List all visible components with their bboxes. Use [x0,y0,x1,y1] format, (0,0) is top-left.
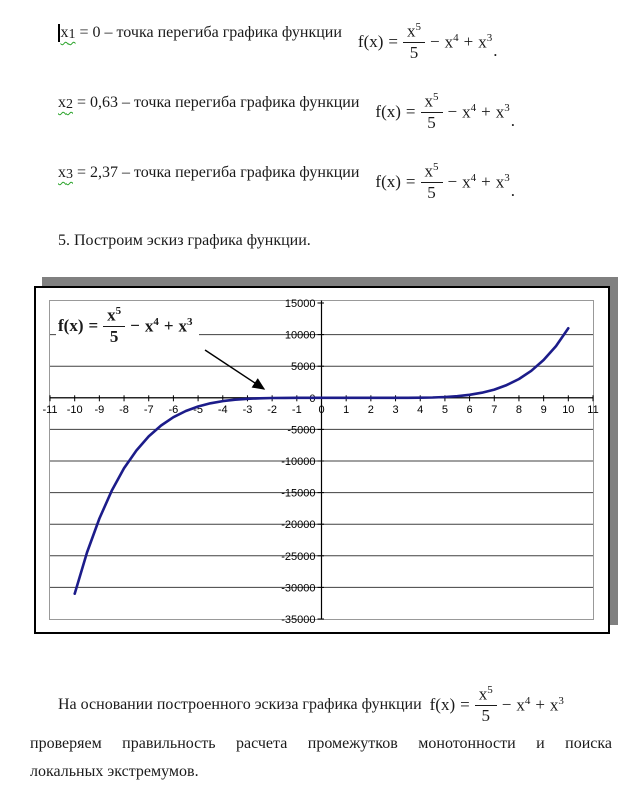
formula-fraction: $\frac{x^5}{5}$ [475,684,497,726]
y-tick-label: -5000 [287,424,316,437]
x-tick-label: 7 [491,403,498,416]
formula-minus: − [501,695,512,715]
closing-line-3: локальных экстремумов. [30,763,199,781]
y-tick-label: 0 [309,392,316,405]
x-tick-label: -5 [193,403,203,416]
formula-plus: + [463,32,474,52]
formula-term2: $x^4$ [444,31,459,52]
x-tick-label: 11 [587,403,599,416]
x-tick-label: -1 [291,403,302,416]
x-tick-label: 0 [318,403,325,416]
function-formula [58,305,193,347]
x-tick-label: -6 [168,403,179,416]
y-tick-label: -10000 [281,456,316,468]
x-tick-label: 3 [392,403,399,416]
formula-minus: − [430,32,440,52]
function-formula [375,91,515,133]
y-tick-label: -20000 [281,519,316,532]
formula-fraction: $\frac{x^5}{5}$ [403,21,425,63]
y-tick-label: -30000 [281,582,316,595]
x-tick-label: -9 [94,403,105,416]
formula-period: . [493,41,498,61]
formula-term2: $x^4$ [462,101,477,122]
chart-formula-label [56,304,199,348]
x-tick-label: -10 [66,403,83,416]
formula-fraction: $\frac{x^5}{5}$ [103,305,125,347]
x-tick-label: -7 [143,403,154,416]
closing-paragraph [30,684,612,781]
variable-x2: x2 [58,94,73,113]
formula-plus: + [163,316,174,336]
function-chart[interactable] [34,286,610,634]
formula-period: . [510,181,515,201]
formula-lhs: f(x) [429,695,456,715]
x-tick-label: 2 [367,403,374,416]
inflection-text-3: x3 = 2,37 – точка перегиба графика функции [58,164,360,183]
function-formula [358,21,498,63]
formula-lhs: f(x) [375,172,401,192]
x-tick-label: -2 [267,403,278,416]
formula-equals: = [388,32,398,52]
y-tick-label: -25000 [281,550,316,563]
function-formula [375,161,515,203]
formula-minus: − [130,316,140,336]
inflection-line-3 [58,143,515,203]
inflection-text-2: x2 = 0,63 – точка перегиба графика функции [58,94,360,113]
formula-fraction: $\frac{x^5}{5}$ [421,161,443,203]
y-tick-label: -35000 [281,614,316,626]
annotation-arrow [205,350,264,389]
formula-term3: $x^3$ [478,31,493,52]
inflection-line-2 [58,73,515,133]
x-tick-label: -11 [42,403,58,416]
formula-minus: − [447,102,458,122]
formula-fraction: $\frac{x^5}{5}$ [421,91,443,133]
formula-period: . [510,111,515,131]
formula-minus: − [447,172,458,192]
formula-term3: $x^3$ [178,315,193,336]
formula-plus: + [481,172,491,192]
y-tick-label: 15000 [284,298,316,310]
x-tick-label: 10 [562,403,575,416]
x-tick-label: 9 [540,403,547,416]
section-heading: 5. Построим эскиз графика функции. [58,232,311,249]
inflection-text-1: x1 = 0 – точка перегиба графика функции [60,24,342,43]
x-tick-label: -4 [217,403,228,416]
formula-term2: $x^4$ [144,315,159,336]
formula-equals: = [405,172,416,192]
formula-equals: = [405,102,416,122]
closing-line-1 [30,684,612,726]
formula-term2: $x^4$ [516,694,531,715]
x-tick-label: 4 [417,403,424,416]
x-tick-label: -8 [119,403,129,416]
formula-term3: $x^3$ [495,101,510,122]
closing-line-2: проверяем правильность расчета промежутков монотонности и поиска [30,735,612,753]
y-tick-label: 10000 [284,329,316,342]
formula-plus: + [535,695,545,715]
formula-term3: $x^3$ [549,694,564,715]
formula-plus: + [481,102,491,122]
y-tick-label: -15000 [281,487,316,500]
formula-equals: = [88,316,99,336]
variable-x3: x3 [58,164,73,183]
formula-lhs: f(x) [375,102,401,122]
x-tick-label: -3 [242,403,253,416]
text-cursor [58,24,60,42]
variable-x1: x1 [60,24,76,43]
y-tick-label: 5000 [291,361,316,374]
closing-line-1-text: На основании построенного эскиза графика функции [58,696,422,714]
formula-lhs: f(x) [58,316,84,336]
x-tick-label: 5 [441,403,448,416]
formula-equals: = [460,695,470,715]
formula-lhs: f(x) [357,32,384,52]
function-formula [430,684,564,726]
x-tick-label: 1 [343,403,350,416]
formula-term3: $x^3$ [495,171,510,192]
x-tick-label: 6 [466,403,473,416]
formula-term2: $x^4$ [462,171,477,192]
x-tick-label: 8 [515,403,523,416]
inflection-line-1 [58,3,497,63]
